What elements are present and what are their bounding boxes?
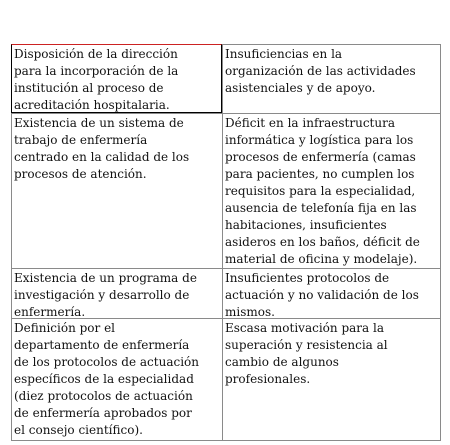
table-cell-r4-right: Escasa motivación para la superación y resistencia al cambio de algunos profesionales. — [222, 318, 441, 440]
table-cell-r3-right: Insuficientes protocolos de actuación y no validación de los mismos. — [222, 268, 441, 318]
table-cell-r1-right: Insuficiencias en la organización de las actividades asistenciales y de apoyo. — [222, 44, 441, 113]
table-cell-r1-left: Disposición de la dirección para la incorporación de la institución al proceso de acreditación hospitalaria. — [11, 44, 222, 113]
table-cell-r3-left: Existencia de un programa de investigación y desarrollo de enfermería. — [11, 268, 222, 318]
table-cell-r4-left: Definición por el departamento de enfermería de los protocolos de actuación específicos de la especialidad (diez protocolos de actuación de enfermería aprobados por el consejo científico). — [11, 318, 222, 440]
table-cell-r2-right: Déficit en la infraestructura informática y logística para los procesos de enfermería (camas para pacientes, no cumplen los requisitos para la especialidad, ausencia de telefonía fija en las habitaciones, insuficientes asideros en los baños, déficit de material de oficina y modelaje). — [222, 113, 441, 268]
strengths-weaknesses-table — [11, 44, 441, 441]
table-cell-r2-left: Existencia de un sistema de trabajo de enfermería centrado en la calidad de los procesos de atención. — [11, 113, 222, 268]
